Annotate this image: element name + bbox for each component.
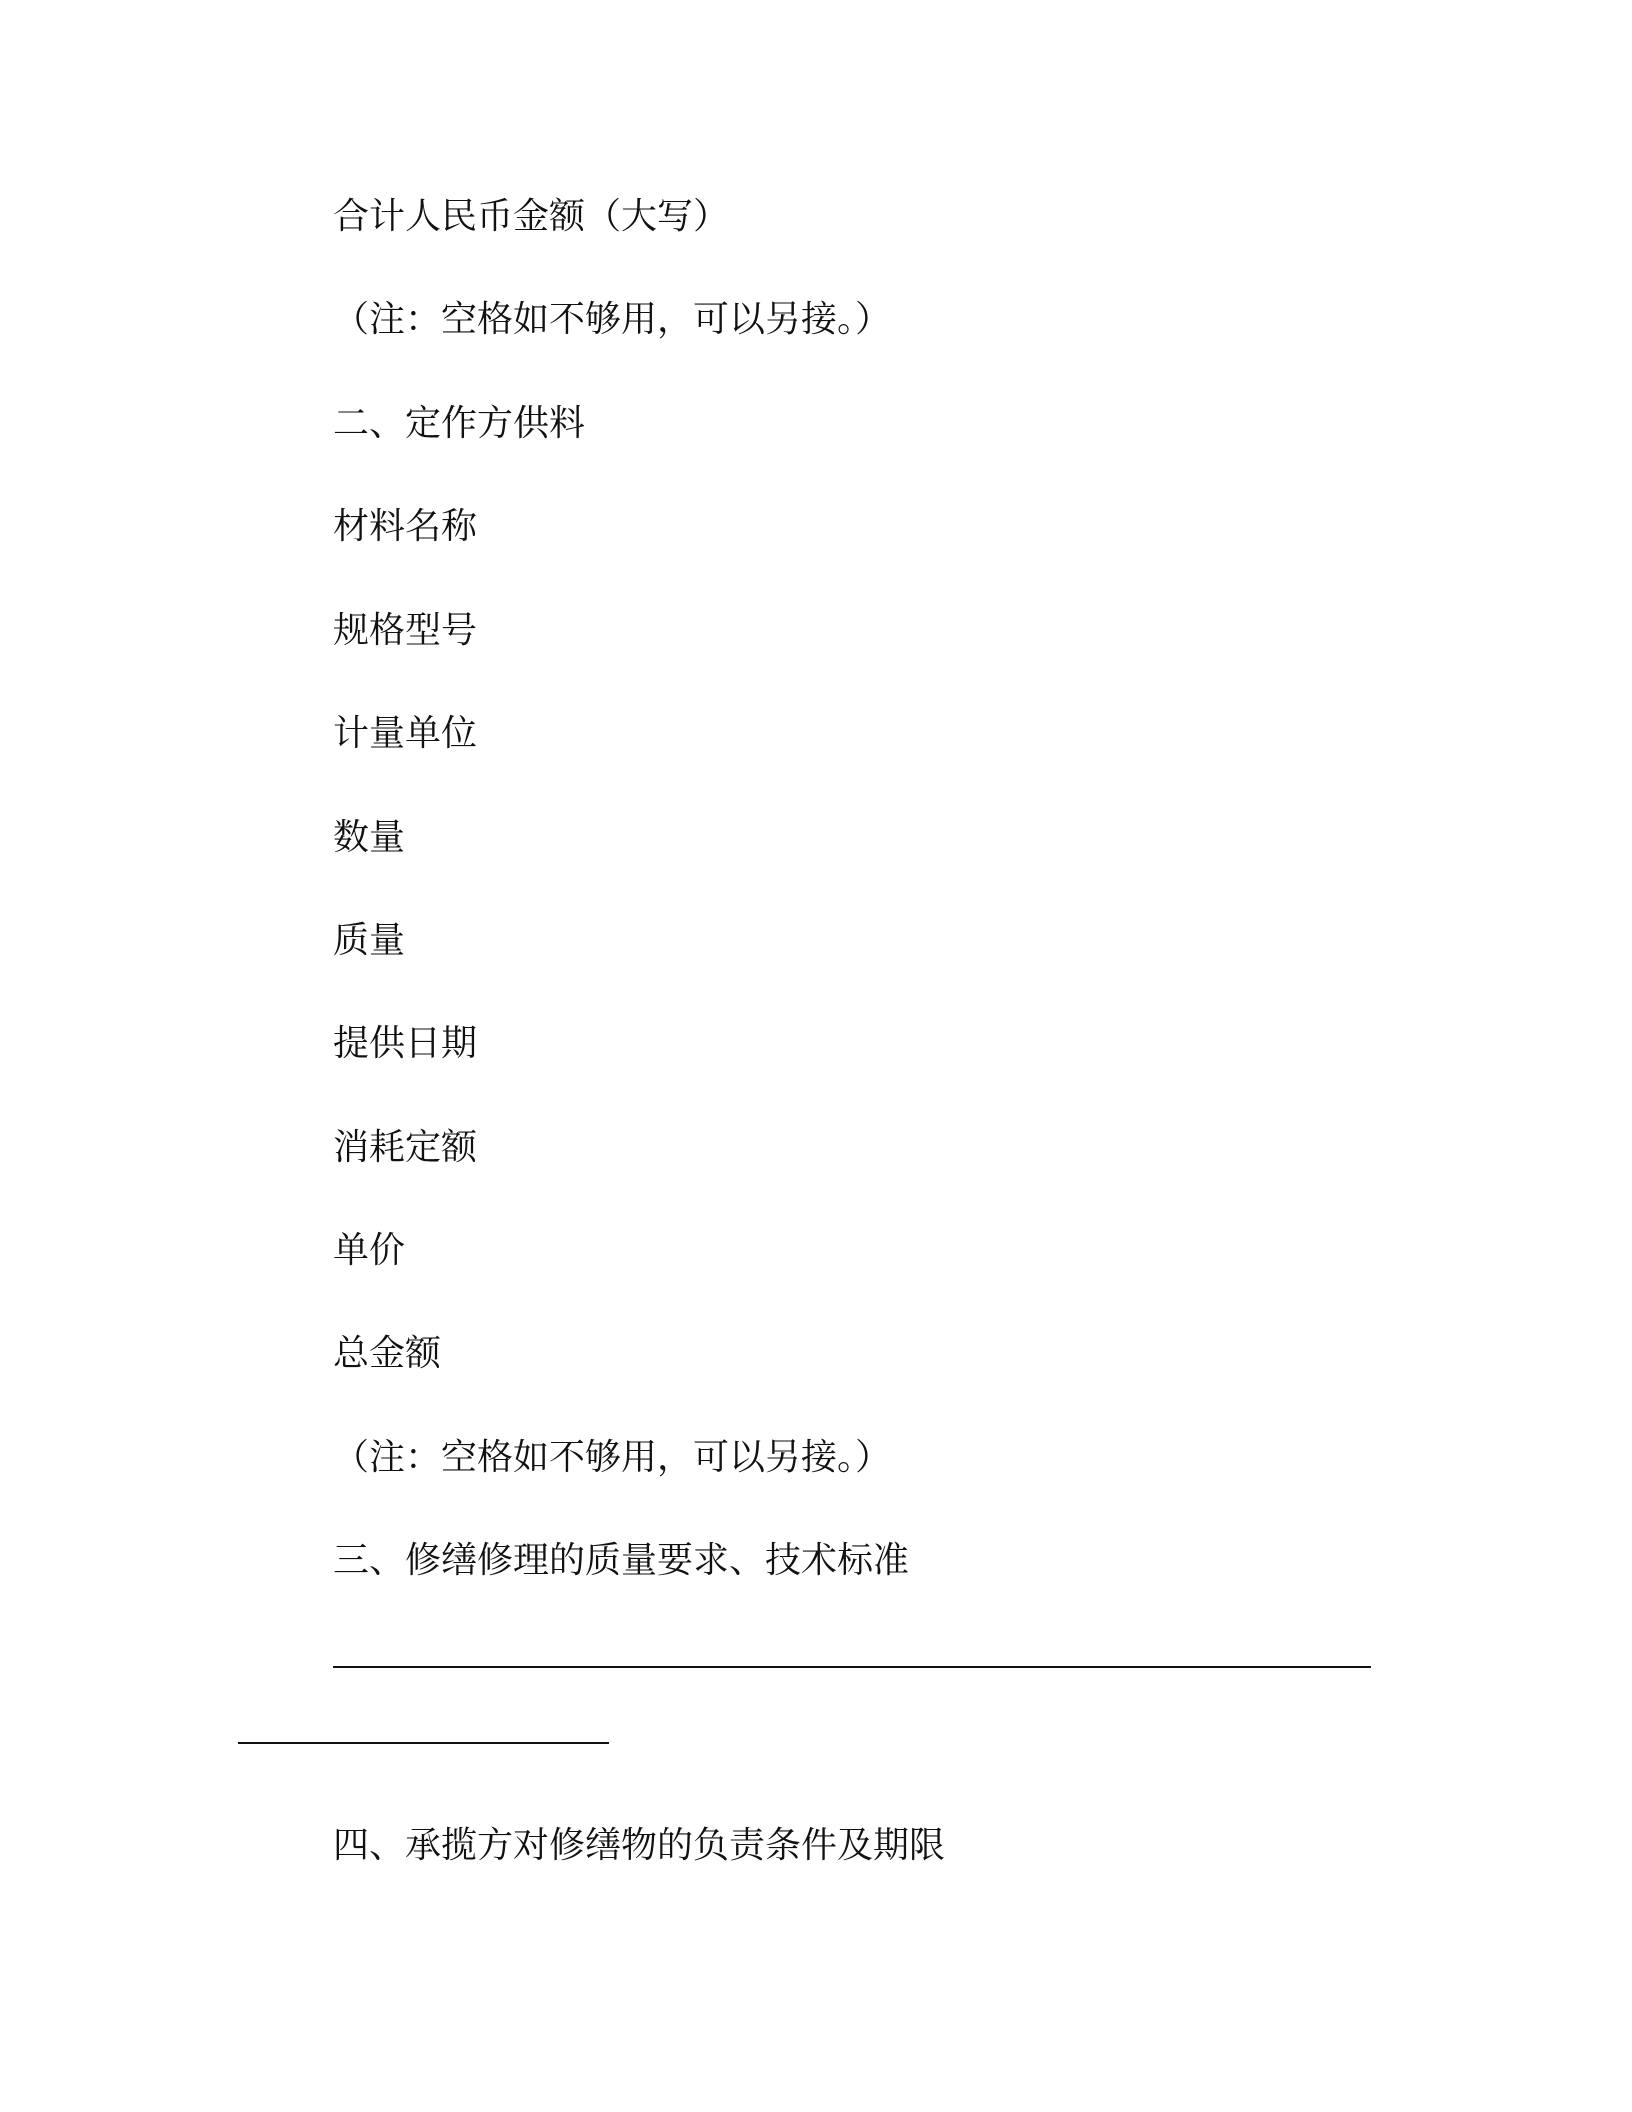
note-text: （注：空格如不够用，可以另接。） <box>333 1437 892 1478</box>
field-label: 提供日期 <box>333 1023 478 1064</box>
field-label: 消耗定额 <box>333 1127 478 1168</box>
section-heading: 三、修缮修理的质量要求、技术标准 <box>333 1540 910 1581</box>
fill-in-line <box>238 1742 609 1744</box>
total-amount-label: 合计人民币金额（大写） <box>333 196 730 237</box>
field-label: 规格型号 <box>333 610 478 651</box>
field-label: 单价 <box>333 1230 406 1271</box>
field-label: 总金额 <box>333 1333 442 1374</box>
note-text: （注：空格如不够用，可以另接。） <box>333 299 892 340</box>
field-label: 质量 <box>333 920 406 961</box>
field-label: 材料名称 <box>333 506 478 547</box>
fill-in-line <box>333 1666 1371 1668</box>
section-heading: 四、承揽方对修缮物的负责条件及期限 <box>333 1825 946 1866</box>
section-heading: 二、定作方供料 <box>333 403 586 444</box>
field-label: 数量 <box>333 817 406 858</box>
field-label: 计量单位 <box>333 713 478 754</box>
